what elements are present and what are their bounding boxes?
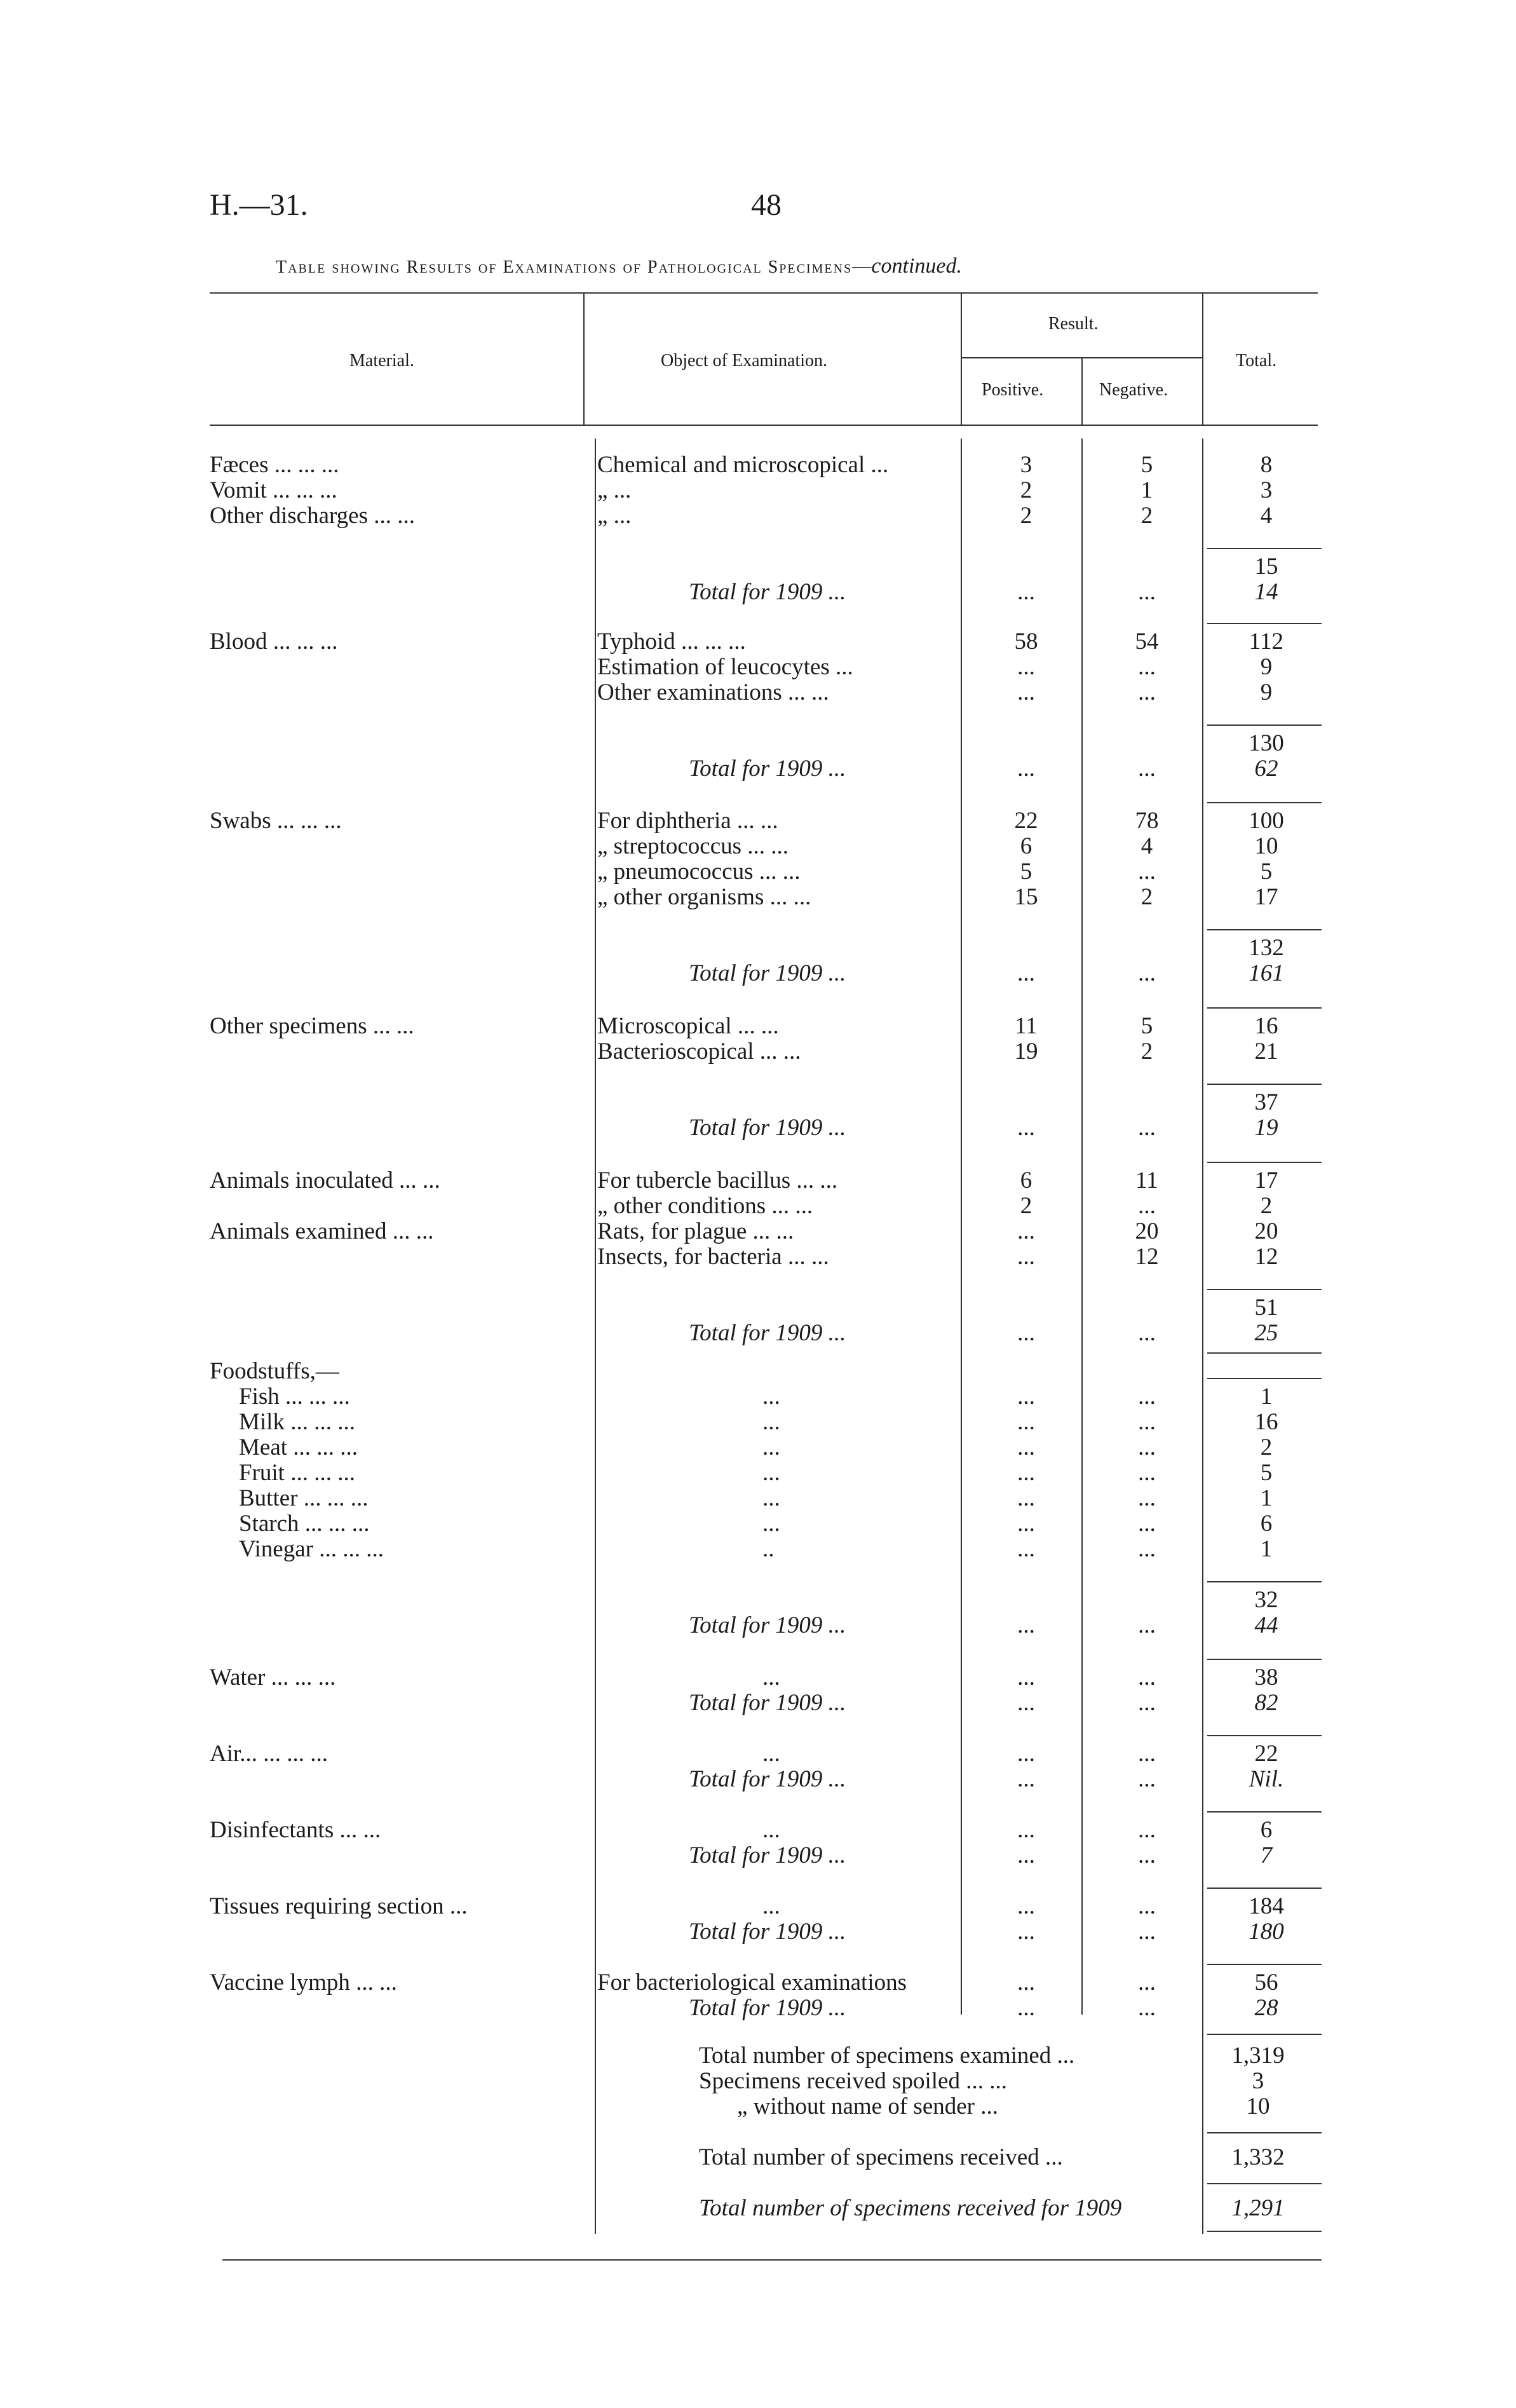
total-cell: 9 <box>1260 654 1273 680</box>
object-cell: Insects, for bacteria ... ... <box>597 1244 829 1270</box>
negative-cell: ... <box>1138 1320 1156 1346</box>
body-divider-negative <box>1202 439 1203 2234</box>
total-1909-value: 25 <box>1254 1320 1278 1346</box>
total-for-1909-label: Total for 1909 ... <box>689 1115 846 1141</box>
positive-cell: ... <box>1017 679 1035 705</box>
summary-label: Specimens received spoiled ... ... <box>699 2068 1007 2094</box>
material-cell: Foodstuffs,— <box>210 1358 339 1384</box>
object-cell: „ other conditions ... ... <box>597 1193 813 1219</box>
negative-cell: 2 <box>1140 503 1153 529</box>
total-cell: 100 <box>1249 808 1284 834</box>
total-cell: 17 <box>1254 884 1278 910</box>
object-cell: ... <box>762 1434 780 1460</box>
total-cell: 6 <box>1260 1511 1273 1537</box>
total-cell: 16 <box>1254 1409 1278 1435</box>
positive-cell: 15 <box>1014 884 1038 910</box>
column-header-positive: Positive. <box>982 380 1044 400</box>
body-divider-object <box>961 439 962 2015</box>
total-1909-value: 44 <box>1254 1612 1278 1638</box>
total-1909-value: 161 <box>1249 960 1284 986</box>
positive-cell: ... <box>1017 1664 1035 1690</box>
negative-cell: ... <box>1138 1766 1156 1792</box>
negative-cell: 11 <box>1135 1167 1158 1194</box>
material-cell: Swabs ... ... ... <box>210 808 342 834</box>
positive-cell: 6 <box>1020 1167 1032 1194</box>
table-top-rule <box>210 292 1318 294</box>
object-cell: ... <box>762 1485 780 1511</box>
total-1909-value: 14 <box>1254 579 1278 605</box>
positive-cell: 2 <box>1020 477 1032 503</box>
object-cell: Rats, for plague ... ... <box>597 1218 794 1244</box>
subtotal-rule <box>1207 623 1322 624</box>
positive-cell: ... <box>1017 1893 1035 1919</box>
total-cell: 4 <box>1260 503 1273 529</box>
negative-cell: ... <box>1138 1817 1156 1843</box>
object-cell: For diphtheria ... ... <box>597 808 778 834</box>
summary-rule <box>1207 2231 1322 2232</box>
column-header-negative: Negative. <box>1099 380 1168 400</box>
negative-cell: ... <box>1138 1893 1156 1919</box>
positive-cell: ... <box>1017 1741 1035 1767</box>
negative-cell: 2 <box>1140 1038 1153 1065</box>
negative-cell: ... <box>1138 1612 1156 1638</box>
positive-cell: 11 <box>1015 1013 1038 1039</box>
negative-cell: ... <box>1138 1384 1156 1410</box>
object-cell: Other examinations ... ... <box>597 679 829 705</box>
total-cell: 132 <box>1249 935 1284 961</box>
positive-cell: ... <box>1017 1842 1035 1868</box>
total-for-1909-label: Total for 1909 ... <box>689 960 846 986</box>
total-cell: 1 <box>1260 1384 1273 1410</box>
total-cell: 21 <box>1254 1038 1278 1065</box>
subtotal-rule <box>1207 1964 1322 1965</box>
total-cell: 184 <box>1249 1893 1284 1919</box>
negative-cell: 5 <box>1140 1013 1153 1039</box>
positive-cell: ... <box>1017 579 1035 605</box>
positive-cell: ... <box>1017 1612 1035 1638</box>
total-1909-value: 7 <box>1260 1842 1273 1868</box>
total-for-1909-label: Total for 1909 ... <box>689 1612 846 1638</box>
object-cell: ... <box>762 1511 780 1537</box>
subtotal-rule <box>1207 724 1322 726</box>
report-reference: H.—31. <box>210 188 308 222</box>
negative-cell: ... <box>1138 1995 1156 2021</box>
object-cell: ... <box>762 1817 780 1843</box>
positive-cell: ... <box>1017 1817 1035 1843</box>
object-cell: Typhoid ... ... ... <box>597 629 746 655</box>
positive-cell: ... <box>1017 1995 1035 2021</box>
negative-cell: ... <box>1138 1115 1156 1141</box>
subtotal-rule <box>1207 1735 1322 1736</box>
total-cell: 16 <box>1254 1013 1278 1039</box>
negative-cell: 78 <box>1135 808 1159 834</box>
subtotal-rule <box>1207 1888 1322 1889</box>
positive-cell: 5 <box>1020 859 1032 885</box>
object-cell: ... <box>762 1893 780 1919</box>
total-for-1909-label: Total for 1909 ... <box>689 579 846 605</box>
material-cell: Disinfectants ... ... <box>210 1817 381 1843</box>
material-cell: Fruit ... ... ... <box>239 1460 355 1486</box>
positive-cell: ... <box>1017 1969 1035 1996</box>
positive-cell: ... <box>1017 1409 1035 1435</box>
negative-cell: 54 <box>1135 629 1159 655</box>
total-cell: 38 <box>1254 1664 1278 1690</box>
negative-cell: 12 <box>1135 1244 1159 1270</box>
positive-cell: 58 <box>1014 629 1038 655</box>
total-cell: 56 <box>1254 1969 1278 1996</box>
total-for-1909-label: Total for 1909 ... <box>689 1690 846 1716</box>
positive-cell: ... <box>1017 756 1035 782</box>
total-1909-value: 28 <box>1254 1995 1278 2021</box>
positive-cell: ... <box>1017 960 1035 986</box>
subtotal-rule <box>1207 1084 1322 1085</box>
material-cell: Other discharges ... ... <box>210 503 415 529</box>
total-for-1909-label: Total for 1909 ... <box>689 1766 846 1792</box>
total-for-1909-label: Total for 1909 ... <box>689 1919 846 1945</box>
summary-label: „ without name of sender ... <box>737 2093 998 2119</box>
column-header-material: Material. <box>349 351 414 371</box>
positive-cell: ... <box>1017 654 1035 680</box>
total-cell: 17 <box>1254 1167 1278 1194</box>
summary-value: 1,332 <box>1231 2144 1285 2170</box>
summary-label: Total number of specimens received for 1909 <box>699 2195 1122 2221</box>
material-cell: Fæces ... ... ... <box>210 452 339 478</box>
subtotal-rule <box>1207 1352 1322 1354</box>
negative-cell: ... <box>1138 1409 1156 1435</box>
positive-cell: 2 <box>1020 1193 1032 1219</box>
subtotal-rule <box>1207 1378 1322 1379</box>
subtotal-rule <box>1207 802 1322 803</box>
negative-cell: ... <box>1138 1193 1156 1219</box>
total-cell: 6 <box>1260 1817 1273 1843</box>
subtotal-rule <box>1207 1289 1322 1290</box>
material-cell: Milk ... ... ... <box>239 1409 355 1435</box>
total-cell: 8 <box>1260 452 1273 478</box>
subtotal-rule <box>1207 929 1322 930</box>
material-cell: Vaccine lymph ... ... <box>210 1969 397 1996</box>
object-cell: „ ... <box>597 503 632 529</box>
total-cell: 12 <box>1254 1244 1278 1270</box>
object-cell: For tubercle bacillus ... ... <box>597 1167 838 1194</box>
header-divider-3 <box>1081 357 1083 425</box>
negative-cell: 20 <box>1135 1218 1159 1244</box>
object-cell: ... <box>762 1664 780 1690</box>
summary-value: 1,291 <box>1231 2195 1285 2221</box>
negative-cell: ... <box>1138 1485 1156 1511</box>
negative-cell: 2 <box>1140 884 1153 910</box>
negative-cell: ... <box>1138 679 1156 705</box>
table-bottom-rule <box>222 2259 1322 2261</box>
header-divider-2 <box>961 292 962 425</box>
total-1909-value: Nil. <box>1249 1766 1284 1792</box>
page-number: 48 <box>751 188 782 222</box>
positive-cell: 19 <box>1014 1038 1038 1065</box>
table-title <box>276 254 962 278</box>
total-cell: 37 <box>1254 1089 1278 1115</box>
header-divider-1 <box>583 292 585 425</box>
negative-cell: ... <box>1138 1842 1156 1868</box>
positive-cell: ... <box>1017 1244 1035 1270</box>
negative-cell: ... <box>1138 756 1156 782</box>
object-cell: .. <box>762 1536 775 1562</box>
object-cell: „ other organisms ... ... <box>597 884 811 910</box>
positive-cell: ... <box>1017 1115 1035 1141</box>
material-cell: Water ... ... ... <box>210 1664 336 1690</box>
total-for-1909-label: Total for 1909 ... <box>689 756 846 782</box>
summary-rule <box>1207 2183 1322 2184</box>
header-divider-4 <box>1202 292 1203 425</box>
positive-cell: 2 <box>1020 503 1032 529</box>
object-cell: ... <box>762 1384 780 1410</box>
material-cell: Fish ... ... ... <box>239 1384 350 1410</box>
negative-cell: 5 <box>1140 452 1153 478</box>
total-cell: 3 <box>1260 477 1273 503</box>
positive-cell: ... <box>1017 1511 1035 1537</box>
table-title-suffix: —continued. <box>852 254 963 278</box>
subtotal-rule <box>1207 1581 1322 1582</box>
total-cell: 5 <box>1260 859 1273 885</box>
positive-cell: ... <box>1017 1766 1035 1792</box>
total-cell: 1 <box>1260 1536 1273 1562</box>
negative-cell: ... <box>1138 654 1156 680</box>
total-1909-value: 62 <box>1254 756 1278 782</box>
total-cell: 2 <box>1260 1193 1273 1219</box>
material-cell: Other specimens ... ... <box>210 1013 414 1039</box>
total-1909-value: 180 <box>1249 1919 1284 1945</box>
body-divider-positive <box>1081 439 1083 2015</box>
total-cell: 51 <box>1254 1295 1278 1321</box>
object-cell: „ streptococcus ... ... <box>597 833 789 859</box>
total-cell: 32 <box>1254 1587 1278 1613</box>
negative-cell: ... <box>1138 1741 1156 1767</box>
object-cell: Bacterioscopical ... ... <box>597 1038 801 1065</box>
negative-cell: ... <box>1138 960 1156 986</box>
object-cell: For bacteriological examinations <box>597 1969 907 1996</box>
negative-cell: ... <box>1138 579 1156 605</box>
total-for-1909-label: Total for 1909 ... <box>689 1320 846 1346</box>
negative-cell: ... <box>1138 1664 1156 1690</box>
material-cell: Animals examined ... ... <box>210 1218 434 1244</box>
object-cell: „ pneumococcus ... ... <box>597 859 801 885</box>
header-bottom-rule <box>210 425 1318 426</box>
total-1909-value: 19 <box>1254 1115 1278 1141</box>
positive-cell: 22 <box>1014 808 1038 834</box>
summary-value: 10 <box>1246 2093 1270 2119</box>
material-cell: Butter ... ... ... <box>239 1485 369 1511</box>
object-cell: ... <box>762 1741 780 1767</box>
object-cell: Estimation of leucocytes ... <box>597 654 853 680</box>
negative-cell: ... <box>1138 1434 1156 1460</box>
negative-cell: ... <box>1138 1460 1156 1486</box>
positive-cell: ... <box>1017 1384 1035 1410</box>
column-header-total: Total. <box>1236 351 1277 371</box>
summary-rule <box>1207 2132 1322 2133</box>
total-cell: 9 <box>1260 679 1273 705</box>
material-cell: Animals inoculated ... ... <box>210 1167 440 1194</box>
positive-cell: ... <box>1017 1485 1035 1511</box>
positive-cell: ... <box>1017 1460 1035 1486</box>
subtotal-rule <box>1207 1659 1322 1660</box>
total-cell: 20 <box>1254 1218 1278 1244</box>
object-cell: Chemical and microscopical ... <box>597 452 889 478</box>
positive-cell: ... <box>1017 1320 1035 1346</box>
column-header-result: Result. <box>1048 314 1099 334</box>
positive-cell: ... <box>1017 1919 1035 1945</box>
material-cell: Starch ... ... ... <box>239 1511 370 1537</box>
material-cell: Vinegar ... ... ... <box>239 1536 384 1562</box>
subtotal-rule <box>1207 1811 1322 1813</box>
positive-cell: ... <box>1017 1536 1035 1562</box>
negative-cell: ... <box>1138 1511 1156 1537</box>
object-cell: ... <box>762 1460 780 1486</box>
total-cell: 112 <box>1249 629 1284 655</box>
total-cell: 2 <box>1260 1434 1273 1460</box>
total-cell: 10 <box>1254 833 1278 859</box>
negative-cell: ... <box>1138 1919 1156 1945</box>
total-cell: 1 <box>1260 1485 1273 1511</box>
material-cell: Air... ... ... ... <box>210 1741 328 1767</box>
subtotal-rule <box>1207 548 1322 549</box>
total-1909-value: 82 <box>1254 1690 1278 1716</box>
total-cell: 130 <box>1249 730 1284 756</box>
positive-cell: ... <box>1017 1434 1035 1460</box>
negative-cell: 1 <box>1140 477 1153 503</box>
total-for-1909-label: Total for 1909 ... <box>689 1995 846 2021</box>
material-cell: Tissues requiring section ... <box>210 1893 468 1919</box>
column-header-object: Object of Examination. <box>661 351 828 371</box>
total-cell: 15 <box>1254 554 1278 580</box>
total-for-1909-label: Total for 1909 ... <box>689 1842 846 1868</box>
summary-value: 1,319 <box>1231 2043 1285 2069</box>
negative-cell: ... <box>1138 859 1156 885</box>
object-cell: Microscopical ... ... <box>597 1013 779 1039</box>
material-cell: Meat ... ... ... <box>239 1434 358 1460</box>
summary-value: 3 <box>1252 2068 1264 2094</box>
positive-cell: ... <box>1017 1218 1035 1244</box>
subtotal-rule <box>1207 1162 1322 1163</box>
object-cell: ... <box>762 1409 780 1435</box>
negative-cell: 4 <box>1140 833 1153 859</box>
body-divider-material <box>595 439 596 2234</box>
material-cell: Vomit ... ... ... <box>210 477 337 503</box>
summary-label: Total number of specimens received ... <box>699 2144 1063 2170</box>
negative-cell: ... <box>1138 1690 1156 1716</box>
total-cell: 5 <box>1260 1460 1273 1486</box>
subtotal-rule <box>1207 1007 1322 1009</box>
summary-rule <box>1207 2034 1322 2035</box>
table-title-main: Table showing Results of Examinations of Pathological Specimens <box>276 257 853 277</box>
object-cell: „ ... <box>597 477 632 503</box>
positive-cell: ... <box>1017 1690 1035 1716</box>
total-cell: 22 <box>1254 1741 1278 1767</box>
negative-cell: ... <box>1138 1536 1156 1562</box>
material-cell: Blood ... ... ... <box>210 629 338 655</box>
negative-cell: ... <box>1138 1969 1156 1996</box>
positive-cell: 6 <box>1020 833 1032 859</box>
positive-cell: 3 <box>1020 452 1032 478</box>
summary-label: Total number of specimens examined ... <box>699 2043 1075 2069</box>
